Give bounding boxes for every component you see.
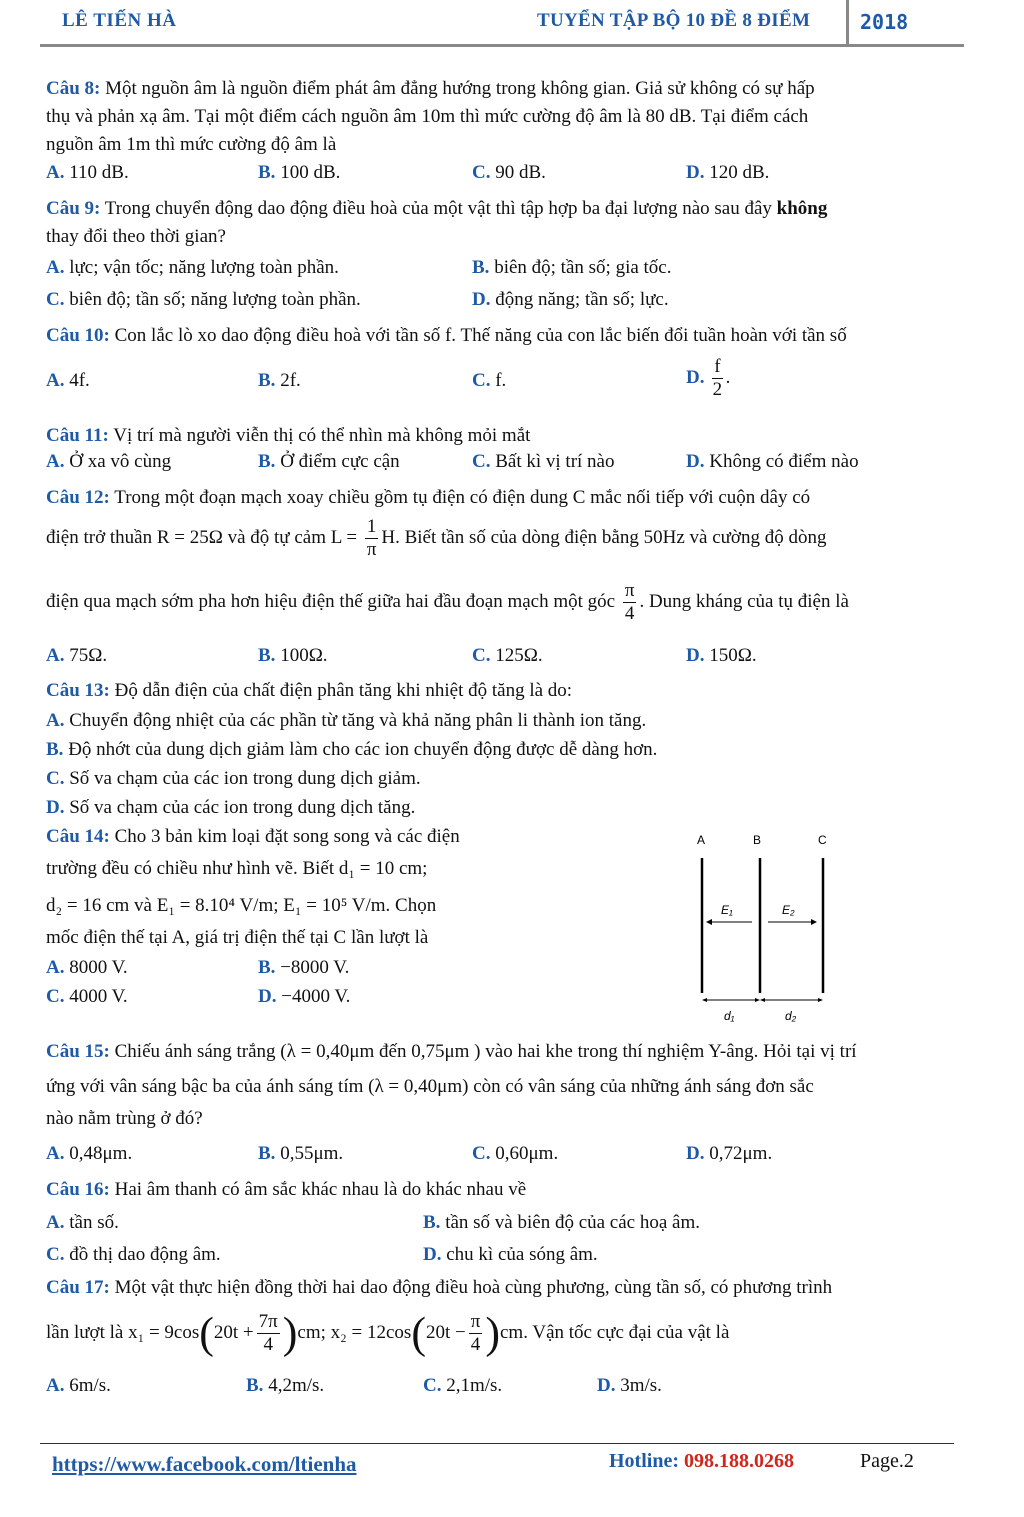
option-d[interactable]: động năng; tần số; lực.	[495, 289, 669, 310]
paren-close: )	[282, 1308, 298, 1358]
answer-row	[46, 645, 966, 673]
question-8	[46, 75, 956, 159]
option-letter: B.	[258, 957, 276, 978]
arrowhead-icon	[706, 919, 712, 925]
option-c[interactable]: 90 dB.	[495, 162, 546, 183]
option-row-a	[46, 710, 646, 732]
option-letter: D.	[258, 986, 277, 1007]
equation-text: cm. Vận tốc cực đại của vật là	[499, 1322, 730, 1343]
distance-d2-label: d₂	[785, 1009, 797, 1023]
question-text: điện qua mạch sớm pha hơn hiệu điện thế giữa hai đầu đoạn mạch một góc	[46, 590, 616, 612]
answer-row	[46, 1212, 966, 1240]
option-d[interactable]: 120 dB.	[709, 162, 770, 183]
option-letter: B.	[423, 1212, 441, 1233]
fraction-numerator: 7π	[258, 1311, 278, 1333]
option-a[interactable]: 8000 V.	[69, 957, 128, 978]
option-letter: C.	[472, 645, 491, 666]
question-text: nguồn âm 1m thì mức cường độ âm là	[46, 134, 337, 155]
option-letter: A.	[46, 1212, 65, 1233]
option-letter: A.	[46, 710, 65, 731]
option-letter: D.	[686, 1143, 705, 1164]
phase-fraction	[257, 1311, 280, 1356]
question-number: Câu 12:	[46, 487, 110, 508]
question-text: mốc điện thế tại A, giá trị điện thế tại C lần lượt là	[46, 927, 429, 948]
option-d[interactable]: 3m/s.	[620, 1375, 662, 1396]
option-d[interactable]: Không có điểm nào	[709, 451, 859, 472]
option-b[interactable]: 100Ω.	[280, 645, 328, 666]
option-letter: D.	[472, 289, 491, 310]
plate-label-c: C	[818, 833, 827, 847]
paren-close: )	[485, 1308, 500, 1358]
equation-text: 20t −	[425, 1322, 466, 1343]
facebook-link[interactable]: https://www.facebook.com/ltienha	[52, 1452, 357, 1476]
option-letter: A.	[46, 451, 65, 472]
option-letter: C.	[472, 162, 491, 183]
question-text: ứng với vân sáng bậc ba của ánh sáng tím (λ = 0,40μm) còn có vân sáng của những ánh sáng đơn sắc	[46, 1076, 814, 1097]
option-letter: C.	[472, 451, 491, 472]
question-number: Câu 17:	[46, 1277, 110, 1298]
option-letter: A.	[46, 1375, 65, 1396]
option-c[interactable]: f.	[495, 370, 507, 391]
option-c[interactable]: Số va chạm của các ion trong dung dịch giảm.	[69, 768, 421, 789]
capacitor-plates-figure	[690, 828, 840, 1033]
fraction-numerator: π	[624, 580, 635, 601]
page-number: Page.2	[860, 1450, 914, 1472]
option-letter: D.	[686, 645, 705, 666]
option-letter: A.	[46, 370, 65, 391]
question-12	[46, 484, 956, 512]
question-17	[46, 1277, 832, 1299]
option-letter: A.	[46, 162, 65, 183]
option-letter: A.	[46, 1143, 65, 1164]
answer-row	[46, 289, 966, 317]
question-text: Con lắc lò xo dao động điều hoà với tần số f. Thế năng của con lắc biến đổi tuần hoàn với tần số	[114, 325, 847, 346]
question-14	[46, 826, 460, 848]
option-a[interactable]: Ở xa vô cùng	[69, 451, 172, 472]
fraction-numerator: 1	[366, 516, 377, 537]
question-text: . Dung kháng của tụ điện là	[639, 590, 849, 612]
field-e1-label: E₁	[721, 903, 733, 917]
option-b[interactable]: −8000 V.	[280, 957, 350, 978]
option-d[interactable]: Số va chạm của các ion trong dung dịch tăng.	[69, 797, 416, 818]
arrowhead-icon	[760, 998, 765, 1002]
option-letter: B.	[258, 1143, 276, 1164]
fraction-denominator: 4	[263, 1334, 273, 1356]
option-a[interactable]: Chuyển động nhiệt của các phần từ tăng và khả năng phân li thành ion tăng.	[69, 710, 647, 731]
question-text: thụ và phản xạ âm. Tại một điểm cách nguồn âm 10m thì mức cường độ âm là 80 dB. Tại điểm cách	[46, 106, 809, 127]
option-b[interactable]: 0,55μm.	[280, 1143, 344, 1164]
question-text: Một vật thực hiện đồng thời hai dao động điều hoà cùng phương, cùng tần số, có phương trình	[114, 1277, 833, 1298]
option-letter: A.	[46, 957, 65, 978]
option-letter: C.	[46, 1244, 65, 1265]
option-letter: B.	[246, 1375, 264, 1396]
answer-row	[46, 1143, 966, 1171]
equation-line	[46, 1306, 729, 1361]
fraction-denominator: π	[366, 539, 377, 560]
question-text: trường đều có chiều như hình vẽ. Biết d₁ = 10 cm;	[46, 858, 428, 879]
option-b[interactable]: tần số và biên độ của các hoạ âm.	[445, 1212, 700, 1233]
question-10	[46, 322, 956, 350]
question-text: điện trở thuần R = 25Ω và độ tự cảm L =	[46, 526, 358, 548]
option-letter: C.	[46, 768, 65, 789]
option-c[interactable]: Bất kì vị trí nào	[495, 451, 615, 472]
option-letter: B.	[258, 162, 276, 183]
option-letter: A.	[46, 257, 65, 278]
option-letter: C.	[46, 986, 65, 1007]
distance-d1-label: d₁	[724, 1009, 735, 1023]
option-b[interactable]: Độ nhớt của dung dịch giảm làm cho các ion chuyển động được dễ dàng hơn.	[68, 739, 658, 760]
option-letter: B.	[258, 645, 276, 666]
option-letter: C.	[472, 1143, 491, 1164]
option-b[interactable]: 2f.	[280, 370, 301, 391]
option-d[interactable]: 0,72μm.	[709, 1143, 773, 1164]
option-letter: B.	[46, 739, 64, 760]
author-name: LÊ TIẾN HÀ	[62, 10, 177, 31]
question-number: Câu 8:	[46, 78, 101, 99]
option-c[interactable]: đồ thị dao động âm.	[69, 1244, 221, 1265]
option-b[interactable]: biên độ; tần số; gia tốc.	[494, 257, 672, 278]
question-number: Câu 14:	[46, 826, 110, 847]
option-row-b	[46, 739, 657, 761]
option-row-d	[46, 797, 415, 819]
question-text: Vị trí mà người viễn thị có thể nhìn mà không mỏi mắt	[113, 425, 531, 446]
paren-open: (	[411, 1308, 426, 1358]
question-text: d₂ = 16 cm và E₁ = 8.10⁴ V/m; E₁ = 10⁵ V/m. Chọn	[46, 895, 437, 916]
option-c[interactable]: biên độ; tần số; năng lượng toàn phần.	[69, 289, 361, 310]
option-a[interactable]: tần số.	[69, 1212, 119, 1233]
question-number: Câu 16:	[46, 1179, 110, 1200]
fraction-denominator: 4	[624, 603, 635, 624]
option-letter: D.	[423, 1244, 442, 1265]
option-letter: D.	[597, 1375, 616, 1396]
option-letter: D.	[686, 451, 705, 472]
equation-text: lần lượt là x₁ = 9cos	[46, 1322, 200, 1343]
answer-row	[46, 451, 966, 479]
question-text: H. Biết tần số của dòng điện bằng 50Hz và cường độ dòng	[381, 526, 827, 548]
arrowhead-icon	[755, 998, 760, 1002]
field-e2-label: E₂	[782, 903, 795, 917]
fraction-denominator: 2	[712, 379, 723, 400]
question-number: Câu 15:	[46, 1041, 110, 1062]
answer-row	[46, 257, 966, 285]
question-12-line2	[46, 516, 826, 561]
phase-fraction	[469, 1311, 483, 1356]
header-rule	[40, 44, 964, 47]
question-text: nào nằm trùng ở đó?	[46, 1108, 203, 1129]
question-11	[46, 422, 956, 450]
question-text: Chiếu ánh sáng trắng (λ = 0,40μm đến 0,75μm ) vào hai khe trong thí nghiệm Y-âng. Hỏi tại vị trí	[114, 1041, 857, 1062]
option-letter: D.	[686, 366, 705, 388]
arrowhead-icon	[702, 998, 707, 1002]
year-label: 2018	[860, 10, 909, 34]
answer-row	[46, 1375, 966, 1403]
option-d[interactable]: chu kì của sóng âm.	[446, 1244, 598, 1265]
option-d[interactable]: 150Ω.	[709, 645, 757, 666]
question-9	[46, 195, 956, 251]
fraction-denominator: 4	[470, 1334, 481, 1356]
question-text: Trong chuyển động dao động điều hoà của một vật thì tập hợp ba đại lượng nào sau đây	[104, 198, 772, 219]
equation-text: cm; x₂ = 12cos	[297, 1322, 412, 1343]
question-text: Cho 3 bản kim loại đặt song song và các điện	[114, 826, 460, 847]
option-d[interactable]: −4000 V.	[281, 986, 351, 1007]
equation-text: 20t +	[213, 1322, 254, 1343]
hotline	[609, 1450, 794, 1473]
question-text: Một nguồn âm là nguồn điểm phát âm đẳng hướng trong không gian. Giả sử không có sự hấp	[105, 78, 815, 99]
paren-open: (	[199, 1308, 214, 1358]
option-letter: C.	[46, 289, 65, 310]
option-a[interactable]: 0,48μm.	[69, 1143, 133, 1164]
answer-row: A. 4f. B. 2f. C. f. D. $\frac{f}{2}$ .	[46, 356, 731, 400]
option-c[interactable]: 125Ω.	[495, 645, 543, 666]
option-letter: D.	[686, 162, 705, 183]
option-c[interactable]: 2,1m/s.	[446, 1375, 503, 1396]
option-a[interactable]: 75Ω.	[69, 645, 108, 666]
question-number: Câu 10:	[46, 325, 110, 346]
question-text: Độ dẫn điện của chất điện phân tăng khi nhiệt độ tăng là do:	[114, 680, 573, 701]
question-text: Trong một đoạn mạch xoay chiều gồm tụ điện có điện dung C mắc nối tiếp với cuộn dây có	[114, 487, 811, 508]
option-a[interactable]: 110 dB.	[69, 162, 129, 183]
question-text: Hai âm thanh có âm sắc khác nhau là do khác nhau về	[114, 1179, 527, 1200]
inductance-fraction	[365, 516, 379, 561]
option-letter: B.	[472, 257, 490, 278]
option-letter: C.	[423, 1375, 442, 1396]
arrowhead-icon	[811, 919, 817, 925]
answer-row	[46, 1244, 966, 1272]
option-letter: C.	[472, 370, 491, 391]
option-c[interactable]: 4000 V.	[69, 986, 128, 1007]
arrowhead-icon	[818, 998, 823, 1002]
option-letter: D.	[46, 797, 65, 818]
footer-rule	[40, 1443, 954, 1444]
fraction-numerator: π	[470, 1311, 481, 1333]
hotline-number: 098.188.0268	[684, 1450, 794, 1472]
question-text: thay đổi theo thời gian?	[46, 226, 226, 247]
option-d[interactable]	[712, 356, 722, 401]
option-b[interactable]: 4,2m/s.	[268, 1375, 325, 1396]
answer-row	[46, 162, 966, 190]
hotline-label: Hotline:	[609, 1450, 679, 1472]
fraction-numerator: f	[714, 356, 721, 377]
question-number: Câu 9:	[46, 198, 101, 219]
option-letter: B.	[258, 370, 276, 391]
option-letter: A.	[46, 645, 65, 666]
question-16	[46, 1179, 526, 1201]
option-a[interactable]: 6m/s.	[69, 1375, 111, 1396]
option-row-c	[46, 768, 421, 790]
option-c[interactable]: 0,60μm.	[495, 1143, 559, 1164]
plate-label-a: A	[697, 833, 706, 847]
plate-label-b: B	[753, 833, 762, 847]
question-number: Câu 13:	[46, 680, 110, 701]
header-divider	[846, 0, 849, 44]
document-title: TUYỂN TẬP BỘ 10 ĐỀ 8 ĐIỂM	[537, 10, 811, 31]
question-15	[46, 1041, 857, 1063]
option-a[interactable]: lực; vận tốc; năng lượng toàn phần.	[69, 257, 339, 278]
option-letter: B.	[258, 451, 276, 472]
phase-fraction	[623, 580, 637, 625]
option-b[interactable]: 100 dB.	[280, 162, 341, 183]
option-a[interactable]: 4f.	[69, 370, 90, 391]
question-number: Câu 11:	[46, 425, 109, 446]
option-b[interactable]: Ở điểm cực cận	[280, 451, 400, 472]
question-12-line3	[46, 580, 849, 625]
question-13	[46, 677, 956, 705]
emphasis-text: không	[776, 198, 828, 219]
